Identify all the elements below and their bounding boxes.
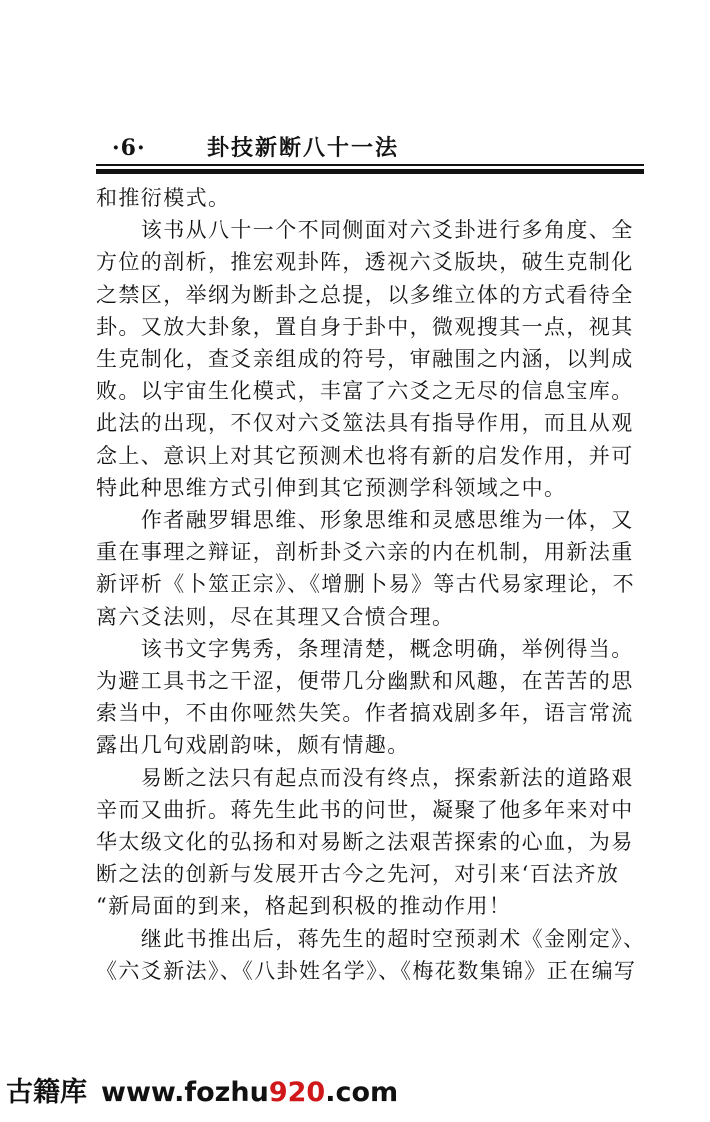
- text-line: 败。以宇宙生化模式，丰富了六爻之无尽的信息宝库。: [96, 379, 634, 404]
- text-line: 之禁区，举纲为断卦之总提，以多维立体的方式看待全: [96, 282, 634, 307]
- page-number: ·6·: [112, 135, 146, 161]
- text-line: 生克制化，查爻亲组成的符号，审融围之内涵，以判成: [96, 347, 634, 372]
- text-line: 易断之法只有起点而没有终点，探索新法的道路艰: [96, 765, 634, 790]
- header-rule-thin: [96, 164, 644, 166]
- body-text: [96, 182, 656, 987]
- text-line: “新局面的到来，格起到积极的推动作用！: [96, 894, 512, 919]
- watermark-url-part3: .com: [325, 1077, 399, 1108]
- header-rule-thick: [96, 169, 644, 174]
- watermark-site-name: 古籍库: [6, 1077, 87, 1108]
- running-header: [112, 133, 632, 163]
- text-line: 和推衍模式。: [96, 186, 231, 210]
- text-line: 念上、意识上对其它预测术也将有新的启发作用，并可: [96, 443, 634, 468]
- text-line: 露出几句戏剧韵味，颇有情趣。: [96, 733, 410, 758]
- text-line: 作者融罗辑思维、形象思维和灵感思维为一体，又: [96, 508, 634, 533]
- text-line: 辛而又曲折。蒋先生此书的问世，凝聚了他多年来对中: [96, 797, 634, 822]
- text-line: 离六爻法则，尽在其理又合愤合理。: [96, 604, 455, 629]
- watermark-url-part1: www.fozhu: [101, 1077, 269, 1108]
- text-line: 华太级文化的弘扬和对易断之法艰苦探索的心血，为易: [96, 830, 634, 855]
- text-line: 此法的出现，不仅对六爻筮法具有指导作用，而且从观: [96, 411, 634, 436]
- watermark-url-part2: 920: [268, 1077, 326, 1108]
- text-line: 特此种思维方式引伸到其它预测学科领域之中。: [96, 475, 567, 500]
- text-line: 方位的剖析，推宏观卦阵，透视六爻版块，破生克制化: [96, 250, 634, 275]
- text-line: 索当中，不由你哑然失笑。作者搞戏剧多年，语言常流: [96, 701, 634, 726]
- text-line: 重在事理之辩证，剖析卦爻六亲的内在机制，用新法重: [96, 540, 634, 565]
- text-line: 《六爻新法》、《八卦姓名学》、《梅花数集锦》正在编写: [96, 958, 637, 983]
- text-line: 断之法的创新与发展开古今之先河，对引来‘百法齐放: [96, 862, 620, 887]
- book-title: 卦技新断八十一法: [207, 135, 400, 161]
- text-line: 继此书推出后，蒋先生的超时空预剥术《金刚定》、: [96, 926, 646, 951]
- watermark: [6, 1073, 398, 1113]
- text-line: 新评析《卜筮正宗》、《增删卜易》等古代易家理论，不: [96, 572, 635, 597]
- text-line: 该书从八十一个不同侧面对六爻卦进行多角度、全: [96, 218, 634, 243]
- text-line: 为避工具书之干涩，便带几分幽默和风趣，在苦苦的思: [96, 669, 634, 694]
- text-line: 该书文字隽秀，条理清楚，概念明确，举例得当。: [96, 636, 634, 661]
- text-line: 卦。又放大卦象，置自身于卦中，微观搜其一点，视其: [96, 314, 634, 339]
